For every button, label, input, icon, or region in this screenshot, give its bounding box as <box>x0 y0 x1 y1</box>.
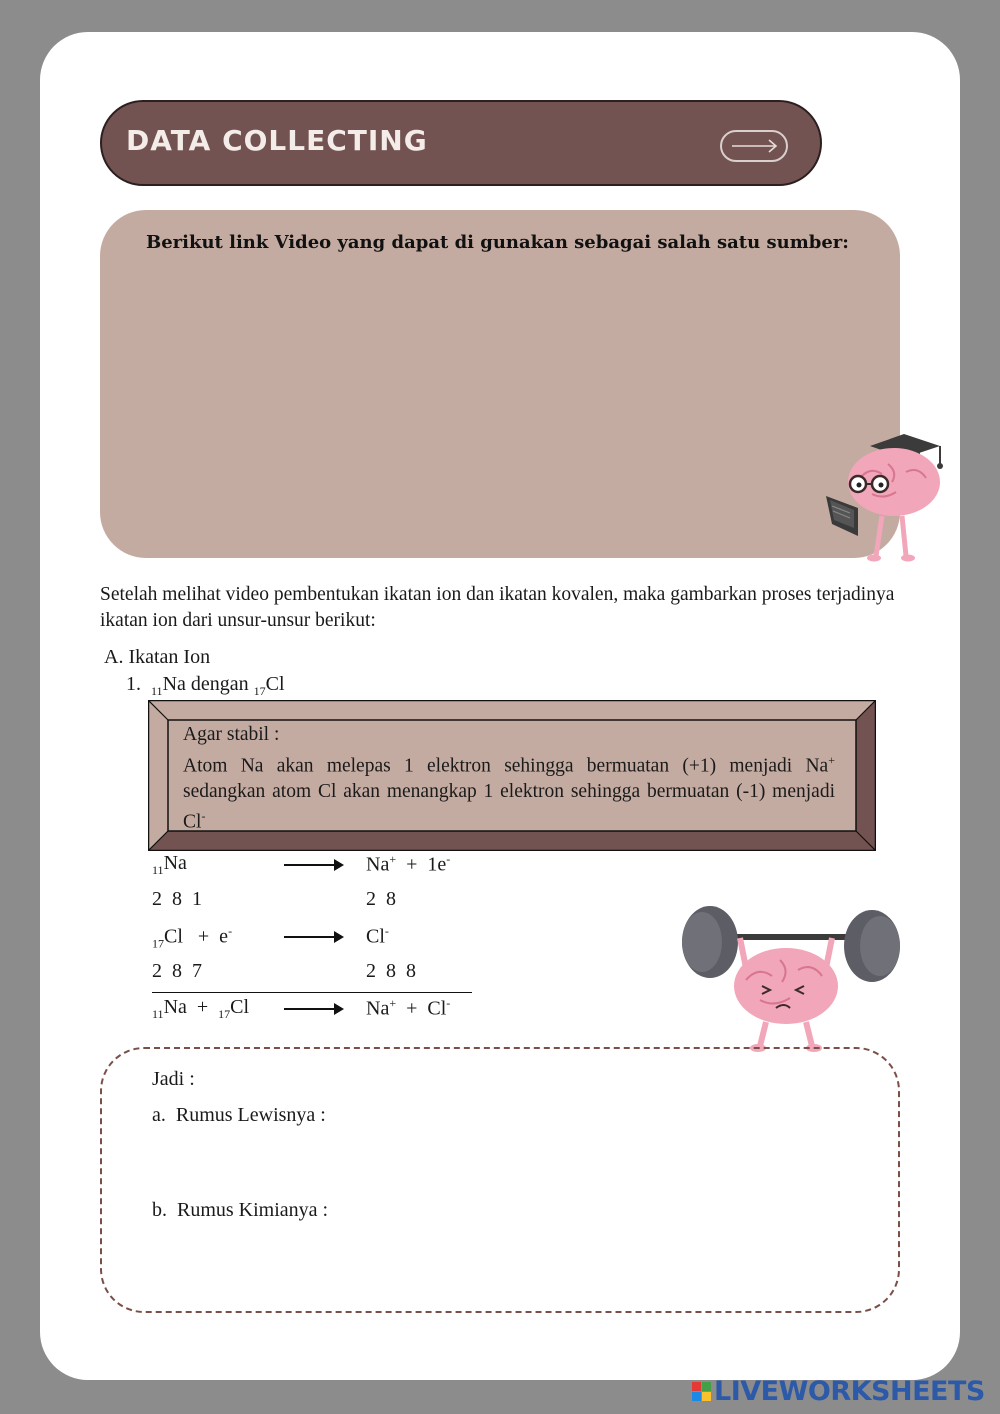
section-header <box>100 100 822 186</box>
stable-heading: Agar stabil : <box>183 724 280 745</box>
reaction-5-right: Na+ + Cl- <box>366 996 451 1020</box>
brain-reading-illustration <box>818 428 948 568</box>
brain-weightlifting-illustration <box>680 904 904 1054</box>
lewis-formula-label: a. Rumus Lewisnya : <box>152 1104 326 1126</box>
conclusion-title: Jadi : <box>152 1068 195 1090</box>
header-title: DATA COLLECTING <box>126 124 428 157</box>
item-1-title <box>126 673 285 699</box>
sum-divider <box>152 992 472 993</box>
cl-atomic-number: 17 <box>253 684 266 698</box>
video-link-box[interactable] <box>100 210 900 558</box>
reaction-1-left: $_{11}$Na <box>152 852 187 877</box>
stable-note-text <box>183 722 835 835</box>
reaction-3-left: $_{17}$Cl + e- <box>152 924 233 951</box>
reaction-3-arrow <box>284 936 342 938</box>
next-arrow-button[interactable] <box>720 130 788 162</box>
liveworksheets-brand <box>692 1374 985 1408</box>
reaction-4-left: 2 8 7 <box>152 960 202 982</box>
item-number: 1. <box>126 673 141 695</box>
na-label: Na dengan <box>162 673 254 695</box>
intro-text: Setelah melihat video pembentukan ikatan ion dan ikatan kovalen, maka gambarkan proses terjadinya ikatan ion dari unsur-unsur berikut: <box>100 584 895 631</box>
brand-text: LIVEWORKSHEETS <box>714 1375 985 1407</box>
video-label: Berikut link Video yang dapat di gunakan sebagai salah satu sumber: <box>146 232 849 253</box>
reaction-3-right: Cl- <box>366 924 389 948</box>
cl-label: Cl <box>265 673 285 695</box>
reaction-2-right: 2 8 <box>366 888 396 910</box>
liveworksheets-logo-icon <box>692 1382 711 1401</box>
arrow-right-icon <box>722 132 786 160</box>
reaction-5-left: $_{11}$Na + $_{17}$Cl <box>152 996 250 1021</box>
na-atomic-number: 11 <box>151 684 163 698</box>
reaction-1-right: Na+ + 1e- <box>366 852 451 876</box>
reaction-5-arrow <box>284 1008 342 1010</box>
chemical-formula-label: b. Rumus Kimianya : <box>152 1199 329 1221</box>
section-a-title: A. Ikatan Ion <box>104 646 211 668</box>
reaction-2-left: 2 8 1 <box>152 888 202 910</box>
reaction-4-right: 2 8 8 <box>366 960 416 982</box>
conclusion-box <box>100 1047 900 1313</box>
reaction-1-arrow <box>284 864 342 866</box>
stable-body: Atom Na akan melepas 1 elektron sehingga bermuatan (+1) menjadi Na+ sedangkan atom Cl akan menangkap 1 elektron sehingga bermuatan (-1) menjadi Cl- <box>183 752 835 833</box>
